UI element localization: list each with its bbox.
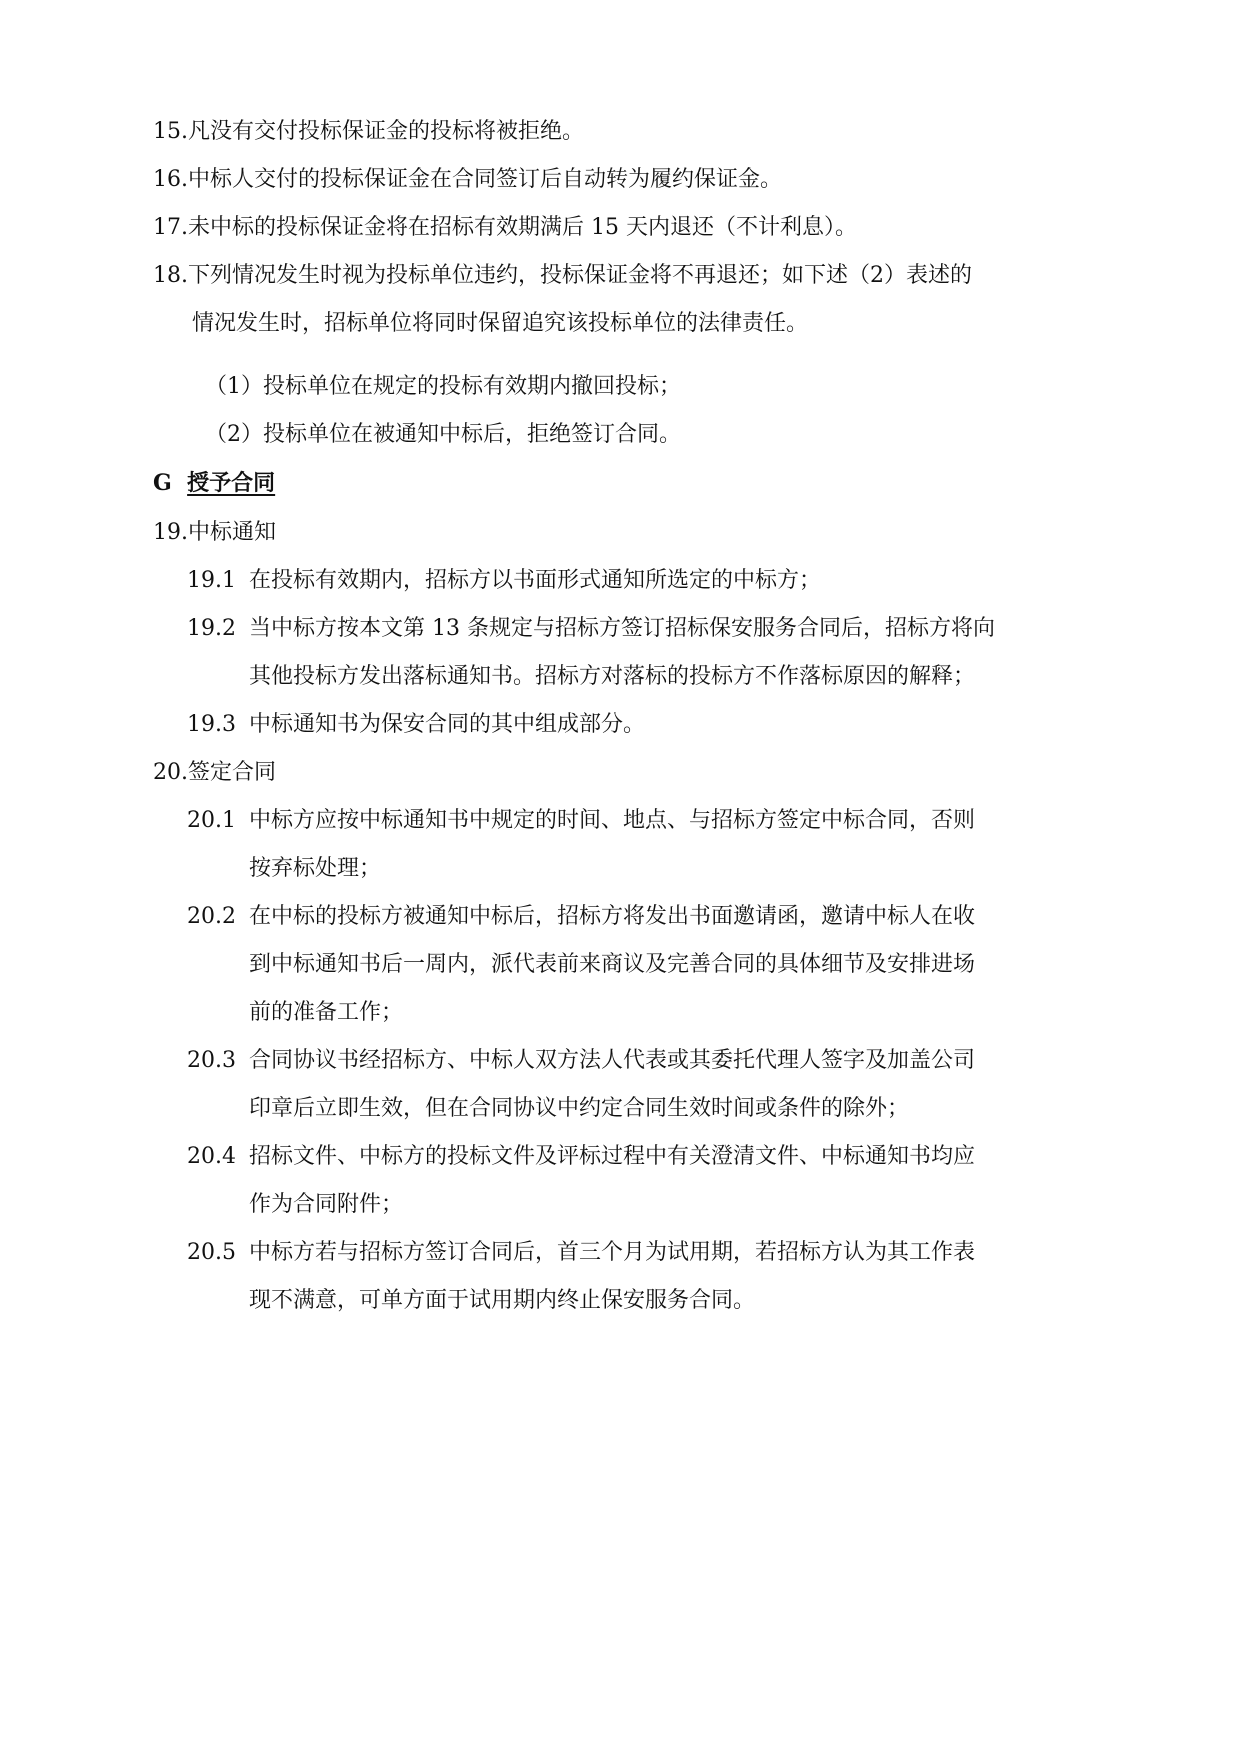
clause-title: 中标通知 xyxy=(188,520,277,545)
clause-18-sub-1: （1）投标单位在规定的投标有效期内撤回投标； xyxy=(205,374,681,399)
clause-text: 中标通知书为保安合同的其中组成部分。 xyxy=(249,712,646,737)
clause-15 xyxy=(153,117,584,147)
clause-number: 20.4 xyxy=(187,1144,236,1169)
clause-19-1 xyxy=(187,566,821,596)
clause-20-4-continuation: 作为合同附件； xyxy=(249,1192,404,1217)
clause-text: 凡没有交付投标保证金的投标将被拒绝。 xyxy=(188,119,585,144)
clause-18-sub-2: （2）投标单位在被通知中标后，拒绝签订合同。 xyxy=(205,422,681,447)
clause-20-1 xyxy=(187,806,975,836)
clause-number: 16. xyxy=(153,167,188,192)
clause-text: 未中标的投标保证金将在招标有效期满后 15 天内退还（不计利息）。 xyxy=(188,215,857,240)
clause-20-2-continuation: 前的准备工作； xyxy=(249,1000,404,1025)
clause-number: 18. xyxy=(153,263,188,288)
clause-18-continuation: 情况发生时，招标单位将同时保留追究该投标单位的法律责任。 xyxy=(192,311,809,336)
clause-number: 19.2 xyxy=(187,616,236,641)
clause-text: 中标方若与招标方签订合同后，首三个月为试用期，若招标方认为其工作表 xyxy=(249,1240,976,1265)
clause-number: 19.3 xyxy=(187,712,236,737)
clause-19-2-continuation: 其他投标方发出落标通知书。招标方对落标的投标方不作落标原因的解释； xyxy=(249,664,976,689)
clause-20-heading xyxy=(153,758,276,788)
clause-20-1-continuation: 按弃标处理； xyxy=(249,856,382,881)
clause-17 xyxy=(153,213,857,243)
clause-20-4 xyxy=(187,1142,975,1172)
clause-19-2 xyxy=(187,614,995,644)
clause-number: 15. xyxy=(153,119,188,144)
clause-text: 中标方应按中标通知书中规定的时间、地点、与招标方签定中标合同，否则 xyxy=(249,808,976,833)
clause-text: 下列情况发生时视为投标单位违约，投标保证金将不再退还；如下述（2）表述的 xyxy=(188,263,972,288)
clause-20-5 xyxy=(187,1238,975,1268)
clause-19-3 xyxy=(187,710,645,740)
clause-19-heading xyxy=(153,518,276,548)
clause-18 xyxy=(153,261,972,291)
clause-text: 合同协议书经招标方、中标人双方法人代表或其委托代理人签字及加盖公司 xyxy=(249,1048,976,1073)
clause-20-2-continuation: 到中标通知书后一周内，派代表前来商议及完善合同的具体细节及安排进场 xyxy=(249,952,976,977)
clause-title: 签定合同 xyxy=(188,760,277,785)
clause-20-3-continuation: 印章后立即生效，但在合同协议中约定合同生效时间或条件的除外； xyxy=(249,1096,910,1121)
clause-number: 20.5 xyxy=(187,1240,236,1265)
clause-16 xyxy=(153,165,782,195)
clause-text: 在投标有效期内，招标方以书面形式通知所选定的中标方； xyxy=(249,568,822,593)
clause-20-3 xyxy=(187,1046,975,1076)
clause-text: 中标人交付的投标保证金在合同签订后自动转为履约保证金。 xyxy=(188,167,783,192)
clause-number: 20.2 xyxy=(187,904,236,929)
clause-20-5-continuation: 现不满意，可单方面于试用期内终止保安服务合同。 xyxy=(249,1288,756,1313)
section-letter: G xyxy=(153,470,172,496)
section-title: 授予合同 xyxy=(187,470,276,496)
clause-number: 20.1 xyxy=(187,808,236,833)
clause-number: 17. xyxy=(153,215,188,240)
clause-number: 19.1 xyxy=(187,568,236,593)
clause-number: 20.3 xyxy=(187,1048,236,1073)
clause-text: 当中标方按本文第 13 条规定与招标方签订招标保安服务合同后，招标方将向 xyxy=(249,616,995,641)
clause-20-2 xyxy=(187,902,975,932)
section-g-heading xyxy=(153,468,275,498)
clause-text: 在中标的投标方被通知中标后，招标方将发出书面邀请函，邀请中标人在收 xyxy=(249,904,976,929)
clause-number: 19. xyxy=(153,520,188,545)
clause-text: 招标文件、中标方的投标文件及评标过程中有关澄清文件、中标通知书均应 xyxy=(249,1144,976,1169)
clause-number: 20. xyxy=(153,760,188,785)
